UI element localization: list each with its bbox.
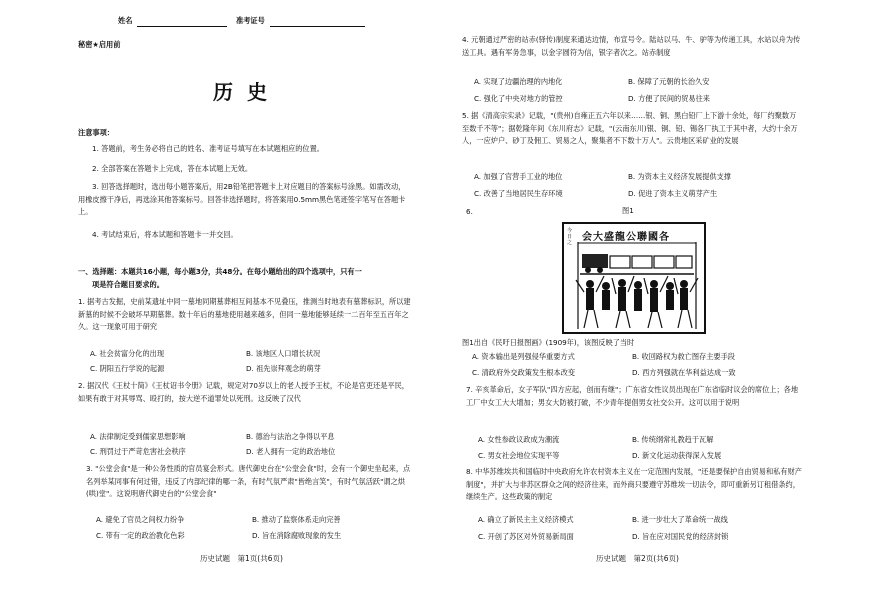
q3-option-c: C. 带有一定的政治教化色彩	[96, 531, 185, 540]
section-heading-cont: 项是符合题目要求的。	[92, 280, 164, 289]
page-1-footer: 历史试题 第1页(共6页)	[200, 554, 283, 563]
q1-option-d: D. 祖先崇拜观念的萌芽	[246, 364, 321, 373]
q4-option-b: B. 保障了元朝的长治久安	[628, 77, 710, 86]
figure-1-caption: 图1出自《民吁日报图画》(1909年)，该图反映了当时	[462, 338, 635, 347]
note-item: 2. 全部答案在答题卡上完成，答在本试题上无效。	[92, 164, 253, 173]
q7-option-b: B. 传统纲常礼教趋于瓦解	[632, 435, 714, 444]
section-heading: 一、选择题：本题共16小题，每小题3分，共48分。在每小题给出的四个选项中，只有一	[78, 267, 362, 276]
q6-option-d: D. 西方列强就在华利益达成一致	[632, 368, 736, 377]
q6-option-b: B. 收回路权为救亡图存主要手段	[632, 352, 735, 361]
figure-1-cartoon	[562, 222, 706, 334]
note-item: 4. 考试结束后，将本试题和答题卡一并交回。	[92, 230, 238, 239]
q6-option-c: C. 清政府外交政策发生根本改变	[472, 368, 576, 377]
subject-title: 历史	[213, 80, 281, 104]
q2-option-c: C. 刑罚过于严苛危害社会秩序	[90, 447, 186, 456]
q1-option-a: A. 社会贫富分化的出现	[90, 349, 165, 358]
q8-option-c: C. 开创了苏区对外贸易新局面	[478, 532, 574, 541]
note-item: 1. 答题前，考生务必将自己的姓名、准考证号填写在本试题相应的位置。	[92, 144, 324, 153]
question-2-stem: 2. 据汉代《王杖十简》《王杖诏书令册》记载，规定对70岁以上的老人授予王杖，不论是官吏还是平民，如果有敢于对其辱骂、殴打的，按大逆不道罪处以死刑。这反映了汉代	[78, 381, 409, 403]
q1-option-c: C. 阴阳五行学说的起源	[90, 364, 165, 373]
q2-option-b: B. 德治与法治之争得以平息	[246, 432, 335, 441]
figure-1-label: 图1	[622, 206, 634, 215]
q5-option-b: B. 为资本主义经济发展提供支撑	[628, 172, 731, 181]
q3-option-b: B. 推动了监察体系走向完善	[252, 515, 341, 524]
question-6-number: 6.	[466, 207, 473, 216]
question-4-stem: 4. 元朝通过严密的站赤(驿传)制度来通达边情，布宣号令。陆站以马、牛、驴等为传递工具，水站以舟为传送工具。遇有军务急事，以金字圆符为信，银字者次之。站赤制度	[462, 35, 801, 57]
q8-option-d: D. 旨在应对国民党的经济封锁	[632, 532, 729, 541]
q4-option-d: D. 方便了民间的贸易往来	[628, 94, 710, 103]
exam-number-label: 准考证号	[236, 16, 265, 25]
note-item: 3. 回答选择题时，选出每小题答案后，用2B铅笔把答题卡上对应题目的答案标号涂黑。如需改动，用橡皮擦干净后，再选涂其他答案标号。回答非选择题时，将答案用0.5mm黑色笔迹签字笔写在答题卡上。	[78, 182, 406, 216]
name-label: 姓名	[118, 16, 133, 25]
q4-option-a: A. 实现了边疆治理的内地化	[474, 77, 563, 86]
q2-option-d: D. 老人拥有一定的政治地位	[246, 447, 336, 456]
confidential-mark: 秘密★启用前	[78, 40, 121, 49]
question-5-stem: 5. 据《清高宗实录》记载，"(贵州)自雍正五六年以来……银、铜、黑白铅厂上下游十余处，每厂约聚数万至数千不等"；据乾隆年间《东川府志》记载，"(云南东川)银、铜、铅、锡各厂执工于其中者，大约十余万人，一应炉户、砂丁及佣工、贸易之人，聚集者不下数十万人"。云贵地区采矿业的发展	[462, 111, 798, 145]
question-3-stem: 3. "公堂会食"是一种公务性质的官员宴会形式。唐代御史台在"公堂会食"时，会有一个御史坐起来，点名列举某同事有何过错，违反了内部纪律的哪一条，有时气氛严肃"皆绝言笑"，有时气氛活跃"谓之烘(哄)堂"。这说明唐代御史台的"公堂会食"	[86, 464, 411, 498]
name-blank-line	[137, 26, 227, 27]
question-1-stem: 1. 据考古发掘，史前某遗址中同一墓地同期墓葬相互间基本不见叠压，推测当时地表有墓葬标识，所以建新墓的时候不会破坏早期墓葬。数十年后的墓地使用越来越多，但同一墓地能够延续一二百年至五百年之久。这一现象可用于研究	[78, 297, 411, 331]
q3-option-a: A. 避免了官员之间权力纷争	[96, 515, 185, 524]
notes-heading: 注意事项：	[78, 128, 114, 137]
q2-option-a: A. 法律制定受到儒家思想影响	[90, 432, 186, 441]
exam-number-blank-line	[270, 26, 365, 27]
page-2-footer: 历史试题 第2页(共6页)	[596, 554, 679, 563]
q6-option-a: A. 资本输出是列强侵华重要方式	[472, 352, 575, 361]
q8-option-a: A. 确立了新民主主义经济模式	[478, 515, 574, 524]
cartoon-drawing	[564, 224, 704, 332]
cartoon-side-text: 今日之	[567, 228, 573, 246]
q7-option-a: A. 女性参政议政成为潮流	[478, 435, 560, 444]
q7-option-d: D. 新文化运动获得深入发展	[632, 451, 722, 460]
question-7-stem: 7. 辛亥革命后，女子军队"四方应起，创而有继"；广东省女性议员出现在广东省临时议会的席位上；各地工厂中女工大大增加；男女大防被打破，不少青年提倡男女社交公开。这可以用于说明	[466, 385, 799, 407]
q8-option-b: B. 进一步壮大了革命统一战线	[632, 515, 728, 524]
q3-option-d: D. 旨在消除腐败现象的发生	[252, 531, 342, 540]
question-8-stem: 8. 中华苏维埃共和国临时中央政府允许农村资本主义在一定范围内发展，"还是要保护自由贸易和私有财产制度"，并扩大与非苏区群众之间的经济往来，而外商只要遵守苏维埃一切法令，即可重新另订租借条约，继续生产。这些政策的制定	[466, 467, 802, 501]
q7-option-c: C. 男女社会地位实现平等	[478, 451, 560, 460]
q5-option-c: C. 改善了当地居民生存环境	[474, 189, 563, 198]
q5-option-d: D. 促进了资本主义萌芽产生	[628, 189, 718, 198]
cartoon-banner-text: 会大盛龍公聯國各	[582, 232, 670, 243]
q5-option-a: A. 加强了官营手工业的地位	[474, 172, 563, 181]
q4-option-c: C. 强化了中央对地方的管控	[474, 94, 563, 103]
q1-option-b: B. 该地区人口增长状况	[246, 349, 321, 358]
